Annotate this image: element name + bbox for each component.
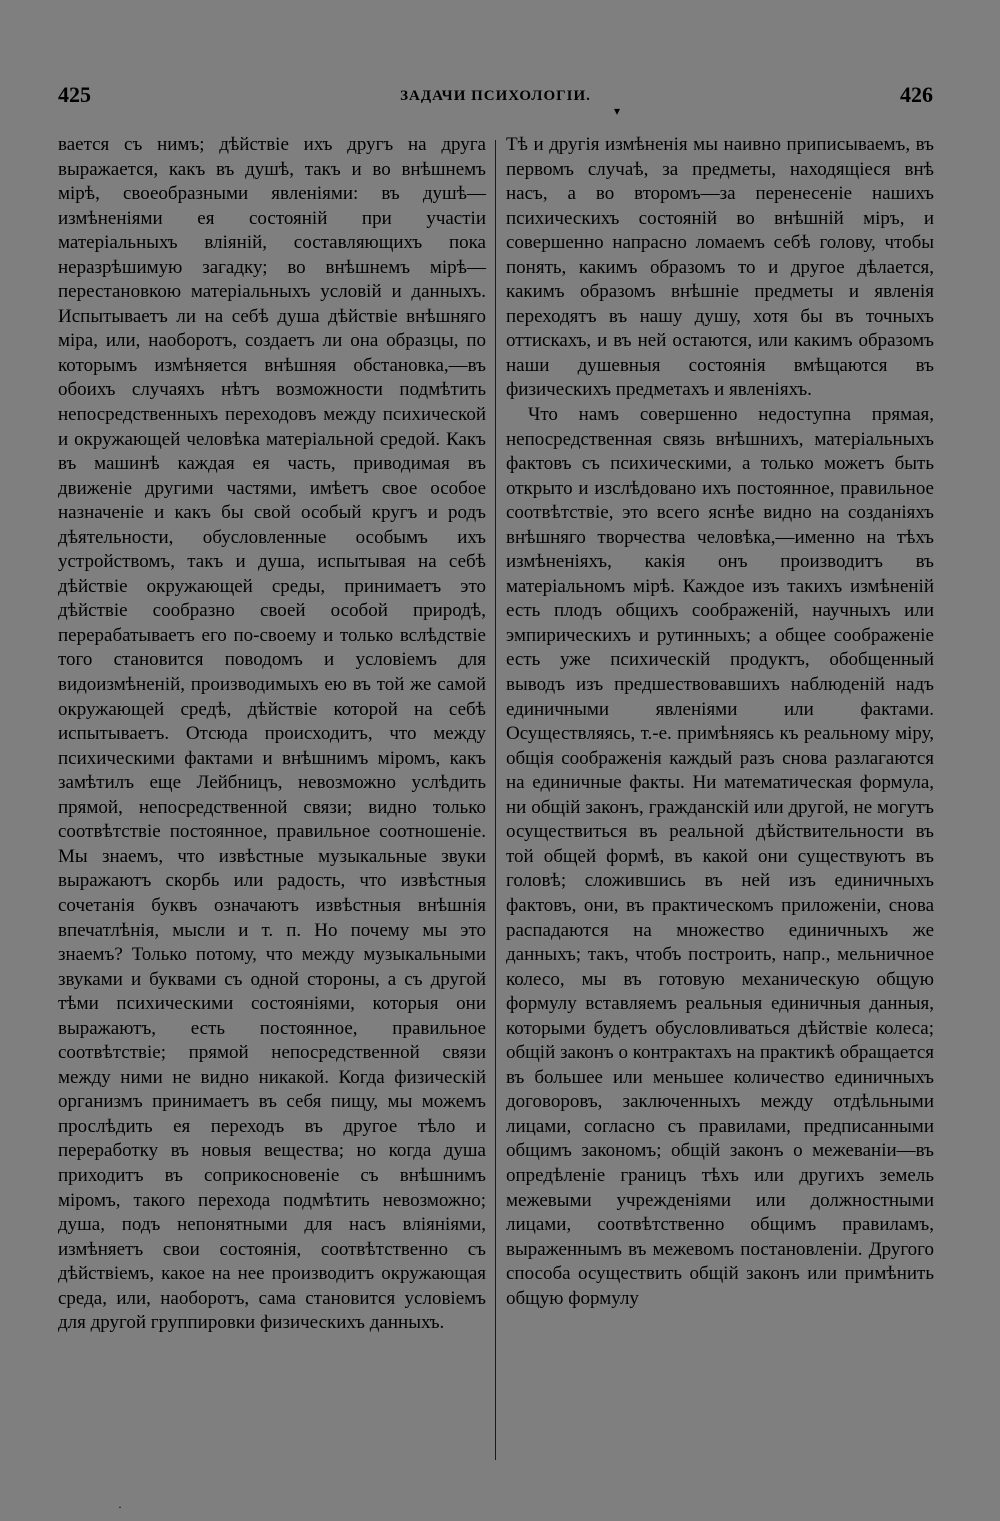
left-paragraph-1: вается съ нимъ; дѣйствіе ихъ другъ на друга выражается, какъ въ душѣ, такъ и во внѣшнемъ мірѣ, своеобразными явленіями: въ душѣ—измѣненіями ея состояній при участіи матеріальныхъ вліяній, составляющихъ пока неразрѣшимую загадку; во внѣшнемъ мірѣ—перестановкою матеріальныхъ условій и данныхъ. Испытываетъ ли на себѣ душа дѣйствіе внѣшняго міра, или, наоборотъ, создаетъ ли она образцы, по которымъ измѣняется внѣшняя обстановка,—въ обоихъ случаяхъ нѣтъ возможности подмѣтить непосредственныхъ переходовъ между психической и окружающей человѣка матеріальной средой. Какъ въ машинѣ каждая ея часть, приводимая въ движеніе другими частями, имѣетъ свое особое назначеніе и какъ бы свой особый кругъ и родъ дѣятельности, обусловленные особымъ ихъ устройствомъ, такъ и душа, испытывая на себѣ дѣйствіе окружающей среды, принимаетъ это дѣйствіе сообразно своей особой природѣ, перерабатываетъ его по-своему и только вслѣдствіе того становится поводомъ и условіемъ для видоизмѣненій, производимыхъ ею въ той же самой окружающей средѣ, дѣйствіе которой на себѣ испытываетъ. Отсюда происходитъ, что между психическими фактами и внѣшнимъ міромъ, какъ замѣтилъ еще Лейбницъ, невозможно услѣдить прямой, непосредственной связи; видно только соотвѣтствіе постоянное, правильное соотношеніе. Мы знаемъ, что извѣстные музыкальные звуки выражаютъ скорбь или радость, что извѣстныя сочетанія буквъ означаютъ извѣстныя внѣшнія впечатлѣнія, мысли и т. п. Но почему мы это знаемъ? Только потому, что между музыкальными звуками и буквами съ одной стороны, а съ другой тѣми психическими состояніями, которыя они выражаютъ, есть постоянное, правильное соотвѣтствіе; прямой непосредственной связи между ними не видно никакой. Когда физическій организмъ принимаетъ въ себя пищу, мы можемъ прослѣдить ея переходъ въ другое тѣло и переработку въ новыя вещества; но когда душа приходитъ въ соприкосновеніе съ внѣшнимъ міромъ, такого перехода подмѣтить невозможно; душа, подъ непонятными для насъ вліяніями, измѣняетъ свои состоянія, соотвѣтственно съ дѣйствіемъ, какое на нее производитъ окружающая среда, или, наоборотъ, сама становится условіемъ для другой группировки физическихъ данныхъ. (58, 134, 486, 1334)
print-speck-mark-bottom: · (118, 1500, 122, 1514)
right-column (506, 133, 934, 1311)
left-column (58, 133, 486, 1336)
right-paragraph-2: Что намъ совершенно недоступна прямая, непосредственная связь внѣшнихъ, матеріальныхъ фактовъ съ психическими, а только можетъ быть открыто и изслѣдовано ихъ постоянное, правильное соотвѣтствіе, это всего яснѣе видно на созданіяхъ внѣшняго творчества человѣка,—именно на тѣхъ измѣненіяхъ, какія онъ производитъ въ матеріальномъ мірѣ. Каждое изъ такихъ измѣненій есть плодъ общихъ соображеній, научныхъ или эмпирическихъ и рутинныхъ; а общее соображеніе есть уже психическій продуктъ, обобщенный выводъ изъ предшествовавшихъ наблюденій надъ единичными явленіями или фактами. Осуществляясь, т.-е. примѣняясь къ реальному міру, общія соображенія каждый разъ снова разлагаются на единичные факты. Ни математическая формула, ни общій законъ, гражданскій или другой, не могутъ осуществиться въ реальной дѣйствительности въ той общей формѣ, въ какой они существуютъ въ головѣ; сложившись въ ней изъ единичныхъ фактовъ, они, въ практическомъ приложеніи, снова распадаются на множество единичныхъ же данныхъ; такъ, чтобъ построить, напр., мельничное колесо, мы въ готовую механическую общую формулу вставляемъ реальныя единичныя данныя, которыми будетъ обусловливаться дѣйствіе колеса; общій законъ о контрактахъ на практикѣ обращается въ большее или меньшее количество единичныхъ договоровъ, заключенныхъ между отдѣльными лицами, согласно съ правилами, предписанными общимъ закономъ; общій законъ о межеваніи—въ опредѣленіе границъ тѣхъ или другихъ земель межевыми учрежденіями или должностными лицами, соотвѣтственно общимъ правиламъ, выраженнымъ въ межевомъ постановленіи. Другого способа осуществить общій законъ или примѣнить общую формулу (506, 404, 934, 1309)
right-paragraph-1: Тѣ и другія измѣненія мы наивно приписываемъ, въ первомъ случаѣ, за предметы, находящіеся внѣ насъ, а во второмъ—за перенесеніе нашихъ психическихъ состояній во внѣшній міръ, и совершенно напрасно ломаемъ себѣ голову, чтобы понять, какимъ образомъ то и другое дѣлается, какимъ образомъ внѣшніе предметы и явленія переходятъ въ нашу душу, хотя бы въ точныхъ оттискахъ, и въ ней остаются, или какимъ образомъ наши душевныя состоянія вмѣщаются въ физическихъ предметахъ и явленіяхъ. (506, 134, 934, 401)
page-number-right: 426 (900, 82, 933, 107)
running-head: ЗАДАЧИ ПСИХОЛОГІИ. (400, 88, 591, 104)
column-divider (495, 140, 496, 1460)
page-number-left: 425 (58, 82, 91, 107)
page-header (58, 82, 933, 118)
print-speck-mark: ▾ (614, 104, 621, 118)
